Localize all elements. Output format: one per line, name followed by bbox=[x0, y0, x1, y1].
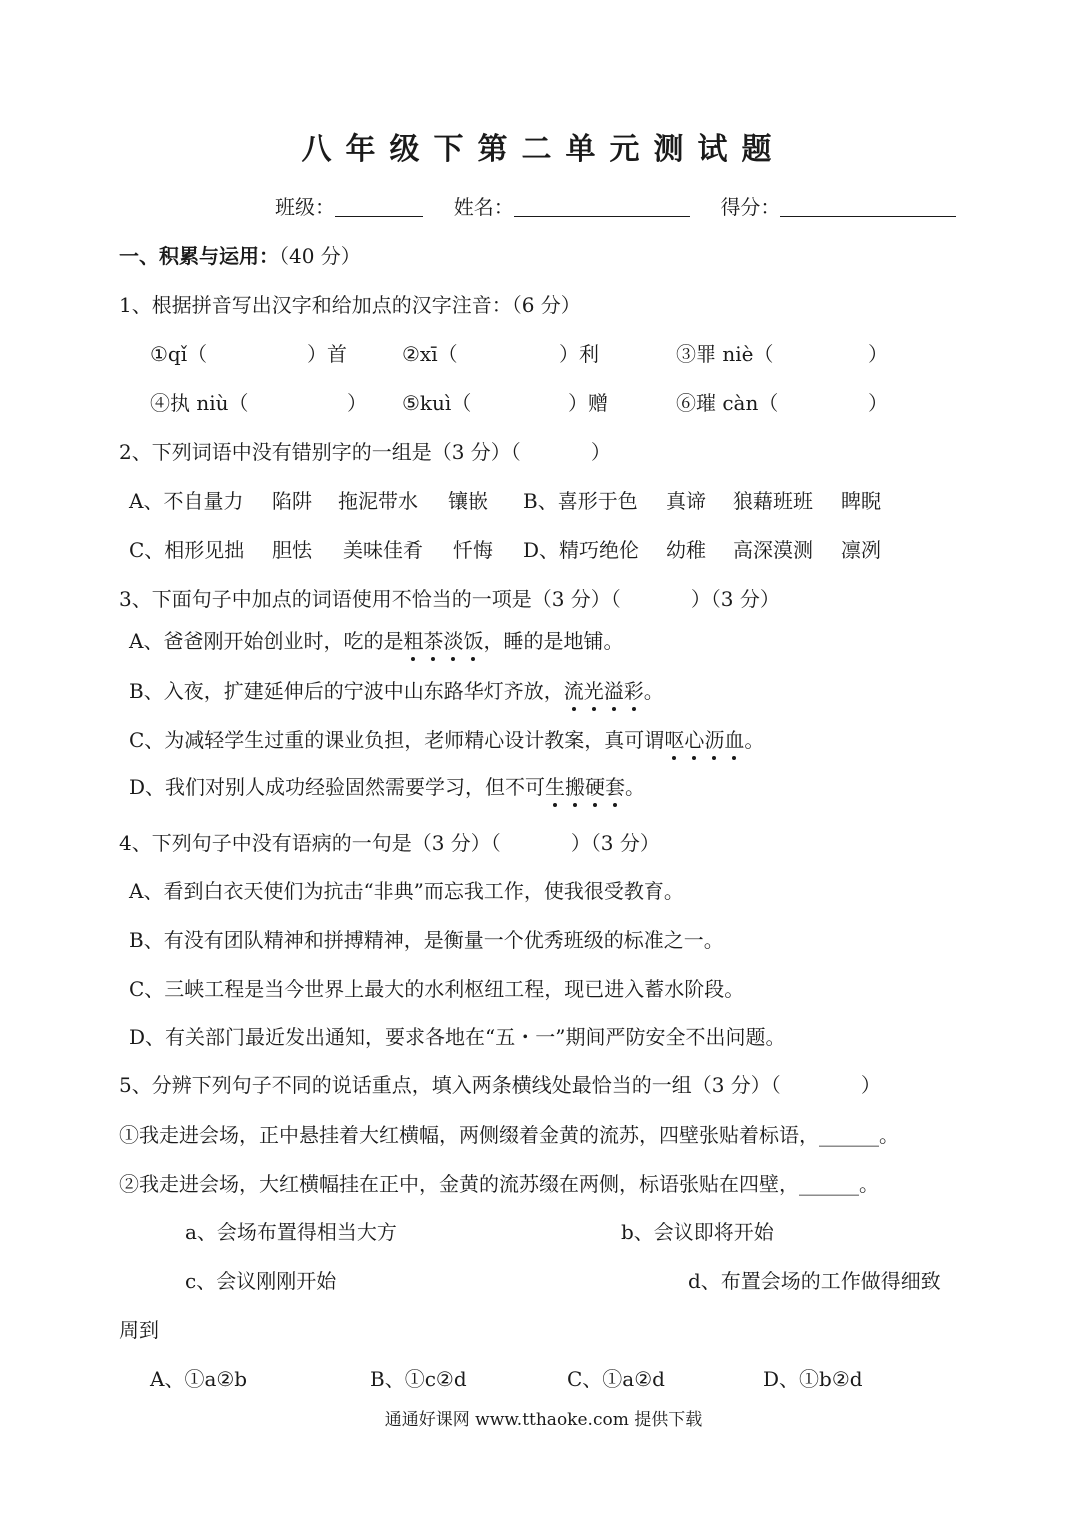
q3-d-emphasis bbox=[545, 775, 625, 799]
q4-prompt-end: ）（3 分） bbox=[570, 831, 660, 855]
q3-b-emphasis bbox=[564, 679, 644, 703]
q1-item: ）首 bbox=[307, 342, 347, 366]
q5-opt-c: c、会议刚刚开始 bbox=[185, 1269, 337, 1293]
q2-option: 睥睨 bbox=[841, 489, 881, 513]
emphasis-char: 彩 bbox=[623, 679, 644, 703]
q1-item: ⑤kuì（ bbox=[402, 391, 472, 415]
q4-option-c: C、三峡工程是当今世界上最大的水利枢纽工程，现已进入蓄水阶段。 bbox=[129, 977, 745, 1001]
class-label: 班级： bbox=[275, 195, 335, 219]
emphasis-char: 粗 bbox=[403, 629, 424, 653]
q3-a-text: A、爸爸刚开始创业时，吃的是 bbox=[129, 629, 404, 653]
student-info-row bbox=[275, 197, 956, 217]
q5-opt-d-continued: 周到 bbox=[119, 1318, 159, 1342]
score-blank bbox=[780, 198, 956, 217]
q2-option: B、喜形于色 bbox=[523, 489, 638, 513]
q5-sentence-1: ①我走进会场，正中悬挂着大红横幅，两侧缀着金黄的流苏，四壁张贴着标语，______。 bbox=[119, 1123, 899, 1147]
q1-item: ） bbox=[868, 342, 888, 366]
q3-d-text: D、我们对别人成功经验固然需要学习，但不可 bbox=[129, 775, 546, 799]
q4-prompt-text: 4、下列句子中没有语病的一句是（3 分）（ bbox=[119, 831, 501, 855]
emphasis-char: 沥 bbox=[704, 728, 725, 752]
name-blank bbox=[514, 198, 690, 217]
q2-prompt-text: 2、下列词语中没有错别字的一组是（3 分）（ bbox=[119, 440, 521, 464]
q5-choice: D、①b②d bbox=[763, 1367, 863, 1391]
q2-option: 狼藉班班 bbox=[733, 489, 813, 513]
q5-choice: A、①a②b bbox=[150, 1367, 248, 1391]
q4-option-b: B、有没有团队精神和拼搏精神，是衡量一个优秀班级的标准之一。 bbox=[129, 928, 724, 952]
q2-option: 拖泥带水 bbox=[338, 489, 418, 513]
q2-option: 胆怯 bbox=[272, 538, 312, 562]
q5-choice: B、①c②d bbox=[370, 1367, 467, 1391]
page-title: 八年级下第二单元测试题 bbox=[301, 132, 786, 167]
q1-item: ） bbox=[347, 391, 367, 415]
q3-option-d bbox=[129, 777, 645, 797]
section-heading bbox=[119, 246, 361, 266]
q2-option: 陷阱 bbox=[272, 489, 312, 513]
emphasis-char: 流 bbox=[563, 679, 584, 703]
q1-item: ③罪 niè（ bbox=[676, 342, 774, 366]
q2-option: 镶嵌 bbox=[448, 489, 488, 513]
question-4-prompt bbox=[119, 833, 660, 853]
question-5-prompt bbox=[119, 1075, 881, 1095]
q2-option: C、相形见拙 bbox=[129, 538, 245, 562]
emphasis-char: 生 bbox=[545, 775, 566, 799]
name-label: 姓名： bbox=[453, 195, 514, 219]
q2-option: A、不自量力 bbox=[129, 489, 244, 513]
emphasis-char: 溢 bbox=[603, 679, 624, 703]
q5-prompt-text: 5、分辨下列句子不同的说话重点，填入两条横线处最恰当的一组（3 分）（ bbox=[119, 1073, 781, 1097]
q5-opt-d: d、布置会场的工作做得细致 bbox=[688, 1269, 941, 1293]
q3-b-text: B、入夜，扩建延伸后的宁波中山东路华灯齐放， bbox=[129, 679, 564, 703]
score-label: 得分： bbox=[720, 195, 781, 219]
q2-prompt-end: ） bbox=[590, 440, 611, 464]
q5-choice: C、①a②d bbox=[567, 1367, 665, 1391]
q3-a-emphasis bbox=[403, 629, 483, 653]
q3-option-b bbox=[129, 681, 664, 701]
emphasis-char: 搬 bbox=[565, 775, 586, 799]
q3-c-text: C、为减轻学生过重的课业负担，老师精心设计教案，真可谓 bbox=[129, 728, 665, 752]
question-2-prompt bbox=[119, 442, 611, 462]
q2-option: 忏悔 bbox=[453, 538, 493, 562]
emphasis-char: 硬 bbox=[585, 775, 606, 799]
class-blank bbox=[335, 198, 423, 217]
section-points: （40 分） bbox=[279, 244, 361, 268]
emphasis-char: 光 bbox=[583, 679, 604, 703]
emphasis-char: 饭 bbox=[463, 629, 484, 653]
emphasis-char: 血 bbox=[724, 728, 745, 752]
q3-prompt-text: 3、下面句子中加点的词语使用不恰当的一项是（3 分）（ bbox=[119, 587, 621, 611]
q1-item: ）赠 bbox=[568, 391, 608, 415]
q1-item: ④执 niù（ bbox=[150, 391, 249, 415]
q2-option: D、精巧绝伦 bbox=[523, 538, 640, 562]
q5-sentence-2: ②我走进会场，大红横幅挂在正中，金黄的流苏缀在两侧，标语张贴在四壁，______。 bbox=[119, 1172, 879, 1196]
footer-credit: 通通好课网 www.tthaoke.com 提供下载 bbox=[384, 1410, 703, 1430]
q2-option: 美味佳肴 bbox=[343, 538, 423, 562]
emphasis-char: 心 bbox=[684, 728, 705, 752]
emphasis-char: 茶 bbox=[423, 629, 444, 653]
q3-c-emphasis bbox=[664, 728, 744, 752]
section-title: 一、积累与运用： bbox=[119, 244, 279, 268]
emphasis-char: 淡 bbox=[443, 629, 464, 653]
emphasis-char: 套 bbox=[605, 775, 626, 799]
q2-option: 幼稚 bbox=[666, 538, 706, 562]
q5-prompt-end: ） bbox=[860, 1073, 881, 1097]
q3-option-c bbox=[129, 730, 764, 750]
q5-opt-b: b、会议即将开始 bbox=[621, 1220, 774, 1244]
q3-option-a bbox=[129, 631, 623, 651]
q4-option-d: D、有关部门最近发出通知，要求各地在“五・一”期间严防安全不出问题。 bbox=[129, 1025, 786, 1049]
q2-option: 凛冽 bbox=[841, 538, 881, 562]
q1-item: ） bbox=[868, 391, 888, 415]
q2-option: 高深漠测 bbox=[733, 538, 813, 562]
q1-item: ）利 bbox=[559, 342, 599, 366]
q1-item: ⑥璀 càn（ bbox=[676, 391, 779, 415]
q3-b-tail: 。 bbox=[643, 679, 664, 703]
question-1-prompt: 1、根据拼音写出汉字和给加点的汉字注音：（6 分） bbox=[119, 293, 581, 317]
q3-a-tail: ，睡的是地铺。 bbox=[483, 629, 624, 653]
q3-d-tail: 。 bbox=[625, 775, 646, 799]
q3-prompt-end: ）（3 分） bbox=[690, 587, 780, 611]
q1-item: ②xī（ bbox=[402, 342, 458, 366]
q1-item: ①qǐ（ bbox=[150, 342, 208, 366]
emphasis-char: 呕 bbox=[664, 728, 685, 752]
q3-c-tail: 。 bbox=[744, 728, 765, 752]
q4-option-a: A、看到白衣天使们为抗击“非典”而忘我工作，使我很受教育。 bbox=[129, 879, 684, 903]
q5-opt-a: a、会场布置得相当大方 bbox=[185, 1220, 397, 1244]
q2-option: 真谛 bbox=[666, 489, 706, 513]
question-3-prompt bbox=[119, 589, 780, 609]
